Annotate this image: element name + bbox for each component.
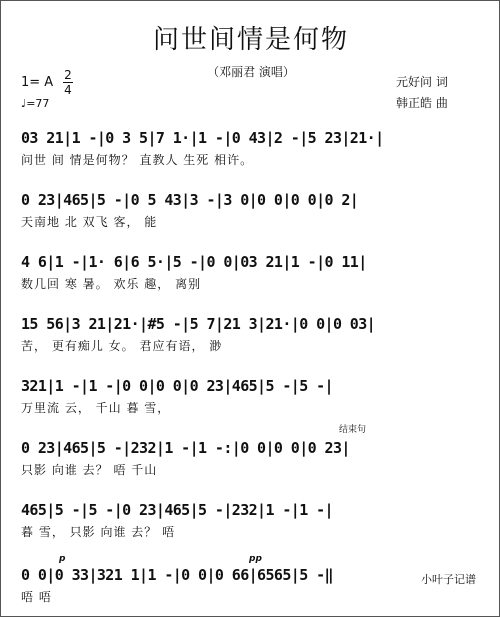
lyric-line: 苦， 更有痴儿 女。 君应有语， 渺 [21, 339, 223, 353]
notation-line: 0 23|465|5 -|0 5 43|3 -|3 0|0 0|0 0|0 2| [21, 191, 359, 209]
lyric-line: 暮 雪， 只影 向谁 去？ 唔 [21, 525, 176, 539]
tempo-marking: ♩=77 [21, 97, 50, 110]
time-signature-top: 2 [64, 68, 72, 82]
dynamic-mark: p [59, 554, 66, 564]
time-signature-bottom: 4 [64, 83, 72, 97]
dynamic-mark: pp [249, 554, 262, 564]
lyric-line: 万里流 云， 千山 暮 雪， [21, 401, 171, 415]
notation-line: 4 6|1 -|1· 6|6 5·|5 -|0 0|03 21|1 -|0 11| [21, 253, 367, 271]
lyric-line: 只影 向谁 去？ 唔 千山 [21, 463, 158, 477]
lyric-line: 唔 唔 [21, 590, 52, 604]
notation-line: 0 0|0 33|321 1|1 -|0 0|0 66|6565|5 -‖ [21, 566, 333, 584]
composer-credit: 韩正皓 曲 [396, 96, 448, 110]
notation-line: 0 23|465|5 -|232|1 -|1 -:|0 0|0 0|0 23| [21, 439, 350, 457]
lyric-line: 问世 间 情是何物？ 直教人 生死 相许。 [21, 153, 254, 167]
time-signature [63, 69, 73, 96]
transcriber-stamp: 小叶子记谱 [421, 573, 476, 586]
notation-line: 15 56|3 21|21·|#5 -|5 7|21 3|21·|0 0|0 03| [21, 315, 376, 333]
notation-line: 321|1 -|1 -|0 0|0 0|0 23|465|5 -|5 -| [21, 377, 333, 395]
lyric-line: 天南地 北 双飞 客， 能 [21, 215, 158, 229]
key-signature: 1= A [21, 75, 54, 90]
singer-credit: （邓丽君 演唱） [207, 65, 295, 79]
notation-line: 03 21|1 -|0 3 5|7 1·|1 -|0 43|2 -|5 23|21·| [21, 129, 384, 147]
lyricist-credit: 元好问 词 [396, 75, 448, 89]
ending-marker: 结束句 [339, 425, 367, 435]
notation-line: 465|5 -|5 -|0 23|465|5 -|232|1 -|1 -| [21, 501, 333, 519]
song-title: 问世间情是何物 [152, 25, 349, 55]
lyric-line: 数几回 寒 暑。 欢乐 趣， 离别 [21, 277, 202, 291]
